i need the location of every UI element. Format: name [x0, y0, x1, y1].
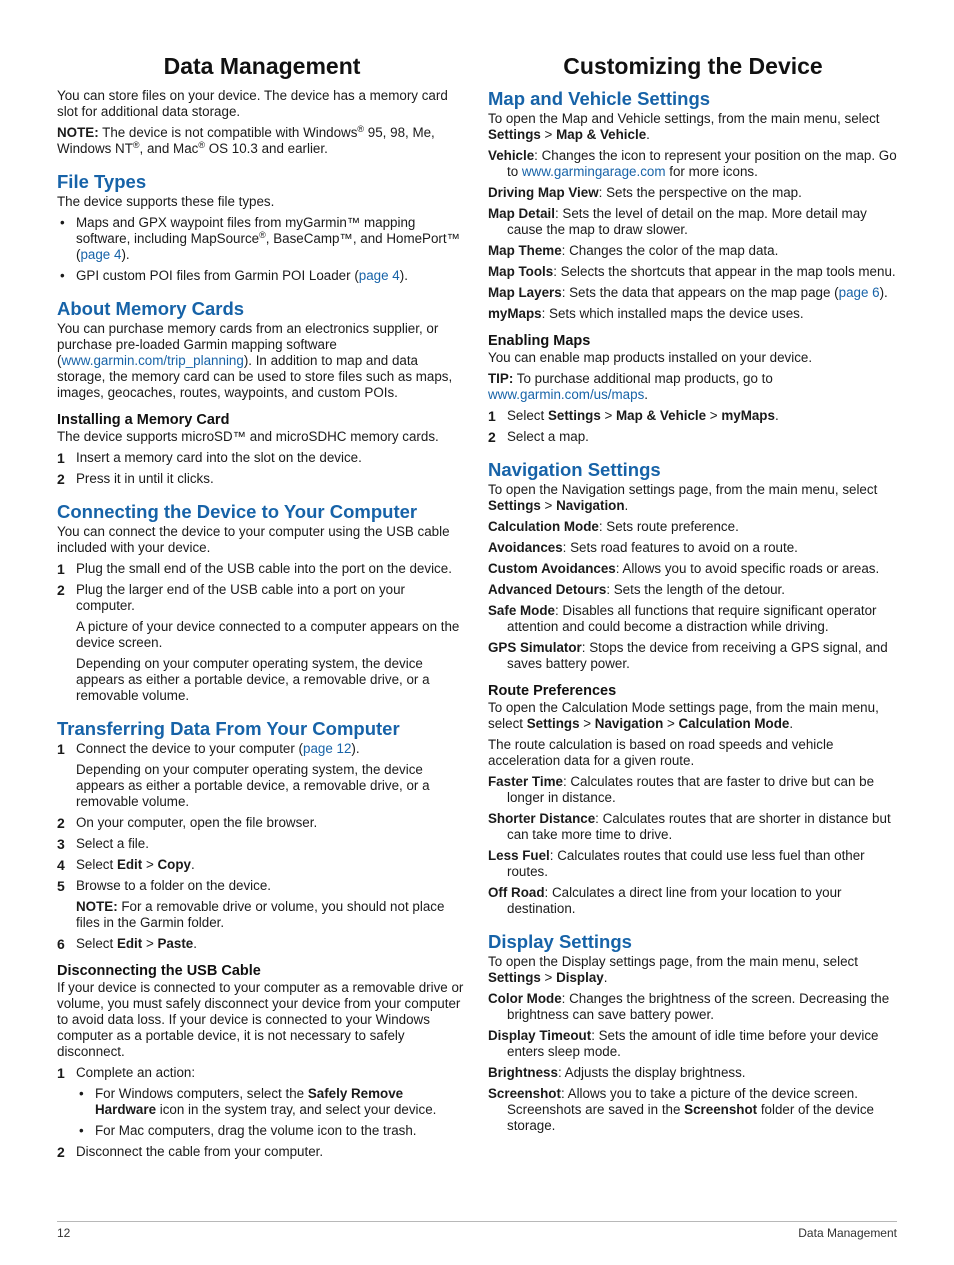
setting-advanced-detours: Advanced Detours: Sets the length of the detour.	[488, 582, 785, 597]
memory-paragraph: You can purchase memory cards from an electronics supplier, or purchase pre-loaded Garmin mapping software (www.garmin.com/trip_planning). In addition to map and data storage, the memory card can be used to store files such as maps, images, geocaches, routes, waypoints, and custom POIs.	[57, 321, 453, 400]
list-item: • For Mac computers, drag the volume icon to the trash.	[79, 1123, 417, 1138]
setting-map-theme: Map Theme: Changes the color of the map data.	[488, 243, 779, 258]
setting-brightness: Brightness: Adjusts the display brightness.	[488, 1065, 746, 1080]
list-item: • For Windows computers, select the Safely Remove Hardware icon in the system tray, and select your device.	[79, 1086, 437, 1117]
step: 2 Press it in until it clicks.	[57, 471, 214, 487]
installing-intro: The device supports microSD™ and microSDHC memory cards.	[57, 429, 439, 444]
setting-color-mode: Color Mode: Changes the brightness of the screen. Decreasing the brightness can save battery power.	[488, 991, 890, 1022]
step: 1 Insert a memory card into the slot on the device.	[57, 450, 362, 466]
link-page-6[interactable]: page 6	[838, 285, 880, 300]
step: 6 Select Edit > Paste.	[57, 936, 197, 952]
route-intro: To open the Calculation Mode settings page, from the main menu, select Settings > Navigation > Calculation Mode.	[488, 700, 879, 731]
step: 3 Select a file.	[57, 836, 149, 852]
file-types-intro: The device supports these file types.	[57, 194, 275, 209]
heading-navigation-settings: Navigation Settings	[488, 459, 661, 480]
setting-vehicle: Vehicle: Changes the icon to represent your position on the map. Go to www.garmingarage.com for more icons.	[488, 148, 897, 179]
setting-driving-map-view: Driving Map View: Sets the perspective on the map.	[488, 185, 802, 200]
setting-less-fuel: Less Fuel: Calculates routes that could use less fuel than other routes.	[488, 848, 865, 879]
setting-mymaps: myMaps: Sets which installed maps the device uses.	[488, 306, 804, 321]
step-detail: Depending on your computer operating system, the device appears as either a portable device, a removable drive, or a removable volume.	[76, 762, 430, 809]
step: 2 Disconnect the cable from your computer.	[57, 1144, 324, 1160]
step: 2 Select a map.	[488, 429, 589, 445]
enabling-intro: You can enable map products installed on your device.	[488, 350, 813, 365]
step-note: NOTE: For a removable drive or volume, you should not place files in the Garmin folder.	[76, 899, 445, 930]
link-garmin-maps[interactable]: www.garmin.com/us/maps	[488, 387, 645, 402]
link-page-4[interactable]: page 4	[80, 247, 122, 262]
setting-faster-time: Faster Time: Calculates routes that are faster to drive but can be longer in distance.	[488, 774, 875, 805]
heading-route-preferences: Route Preferences	[488, 683, 617, 699]
step: 2 On your computer, open the file browser.	[57, 815, 318, 831]
step: 4 Select Edit > Copy.	[57, 857, 195, 873]
intro-text: You can store files on your device. The device has a memory card slot for additional data storage.	[57, 88, 448, 119]
heading-enabling-maps: Enabling Maps	[488, 333, 591, 349]
step: 1 Connect the device to your computer (page 12).	[57, 741, 360, 757]
nav-intro: To open the Navigation settings page, from the main menu, select Settings > Navigation.	[488, 482, 878, 513]
step: 5 Browse to a folder on the device.	[57, 878, 272, 894]
step: 1 Complete an action:	[57, 1065, 196, 1081]
link-garmingarage[interactable]: www.garmingarage.com	[521, 164, 666, 179]
heading-transferring-data: Transferring Data From Your Computer	[57, 718, 400, 739]
step: 1 Plug the small end of the USB cable into the port on the device.	[57, 561, 452, 577]
heading-display-settings: Display Settings	[488, 931, 632, 952]
heading-connecting-device: Connecting the Device to Your Computer	[57, 501, 418, 522]
heading-about-memory-cards: About Memory Cards	[57, 298, 245, 319]
list-item: • GPI custom POI files from Garmin POI Loader (page 4).	[60, 268, 408, 283]
setting-off-road: Off Road: Calculates a direct line from your location to your destination.	[488, 885, 842, 916]
left-column	[57, 52, 467, 1165]
map-intro: To open the Map and Vehicle settings, from the main menu, select Settings > Map & Vehicle.	[488, 111, 880, 142]
setting-custom-avoidances: Custom Avoidances: Allows you to avoid specific roads or areas.	[488, 561, 880, 576]
setting-gps-simulator: GPS Simulator: Stops the device from receiving a GPS signal, and saves battery power.	[488, 640, 888, 671]
step: 2 Plug the larger end of the USB cable into a port on your computer.	[57, 582, 406, 613]
setting-shorter-distance: Shorter Distance: Calculates routes that are shorter in distance but can take more time to drive.	[488, 811, 891, 842]
disconnect-intro: If your device is connected to your computer as a removable drive or volume, you must safely disconnect your device from your computer to avoid data loss. If your device is connected to your Windows computer as a portable device, it is not necessary to safely disconnect.	[57, 980, 464, 1059]
page-number: 12	[57, 1226, 71, 1240]
heading-installing-memory-card: Installing a Memory Card	[57, 412, 230, 428]
page-title-data-management: Data Management	[163, 53, 361, 79]
setting-calculation-mode: Calculation Mode: Sets route preference.	[488, 519, 739, 534]
setting-avoidances: Avoidances: Sets road features to avoid on a route.	[488, 540, 798, 555]
heading-file-types: File Types	[57, 171, 147, 192]
note: NOTE: The device is not compatible with Windows® 95, 98, Me, Windows NT®, and Mac® OS 10.3 and earlier.	[57, 124, 435, 156]
link-trip-planning[interactable]: www.garmin.com/trip_planning	[61, 353, 244, 368]
connect-intro: You can connect the device to your computer using the USB cable included with your device.	[57, 524, 450, 555]
tip: TIP: To purchase additional map products, go to www.garmin.com/us/maps.	[488, 371, 773, 402]
setting-map-detail: Map Detail: Sets the level of detail on the map. More detail may cause the map to draw slower.	[488, 206, 867, 237]
heading-disconnecting-usb: Disconnecting the USB Cable	[57, 963, 261, 979]
footer-section-title: Data Management	[798, 1226, 897, 1240]
right-column	[488, 52, 898, 1139]
link-page-12[interactable]: page 12	[303, 741, 352, 756]
page-title-customizing: Customizing the Device	[563, 53, 823, 79]
link-page-4[interactable]: page 4	[358, 268, 400, 283]
list-item: • Maps and GPX waypoint files from myGarmin™ mapping software, including MapSource®, BaseCamp™, and HomePort™ (page 4).	[60, 215, 460, 262]
setting-map-layers: Map Layers: Sets the data that appears on the map page (page 6).	[488, 285, 888, 300]
step: 1 Select Settings > Map & Vehicle > myMaps.	[488, 408, 779, 424]
setting-map-tools: Map Tools: Selects the shortcuts that appear in the map tools menu.	[488, 264, 896, 279]
step-detail: Depending on your computer operating system, the device appears as either a portable device, a removable drive, or a removable volume.	[76, 656, 430, 703]
setting-screenshot: Screenshot: Allows you to take a picture of the device screen. Screenshots are saved in the Screenshot folder of the device storage.	[488, 1086, 874, 1133]
display-intro: To open the Display settings page, from the main menu, select Settings > Display.	[488, 954, 858, 985]
step-detail: A picture of your device connected to a computer appears on the device screen.	[76, 619, 460, 650]
page-footer	[57, 1221, 897, 1240]
route-calc-text: The route calculation is based on road speeds and vehicle acceleration data for a given route.	[488, 737, 834, 768]
setting-display-timeout: Display Timeout: Sets the amount of idle time before your device enters sleep mode.	[488, 1028, 879, 1059]
heading-map-vehicle-settings: Map and Vehicle Settings	[488, 88, 711, 109]
setting-safe-mode: Safe Mode: Disables all functions that require significant operator attention and could become a distraction while driving.	[488, 603, 877, 634]
